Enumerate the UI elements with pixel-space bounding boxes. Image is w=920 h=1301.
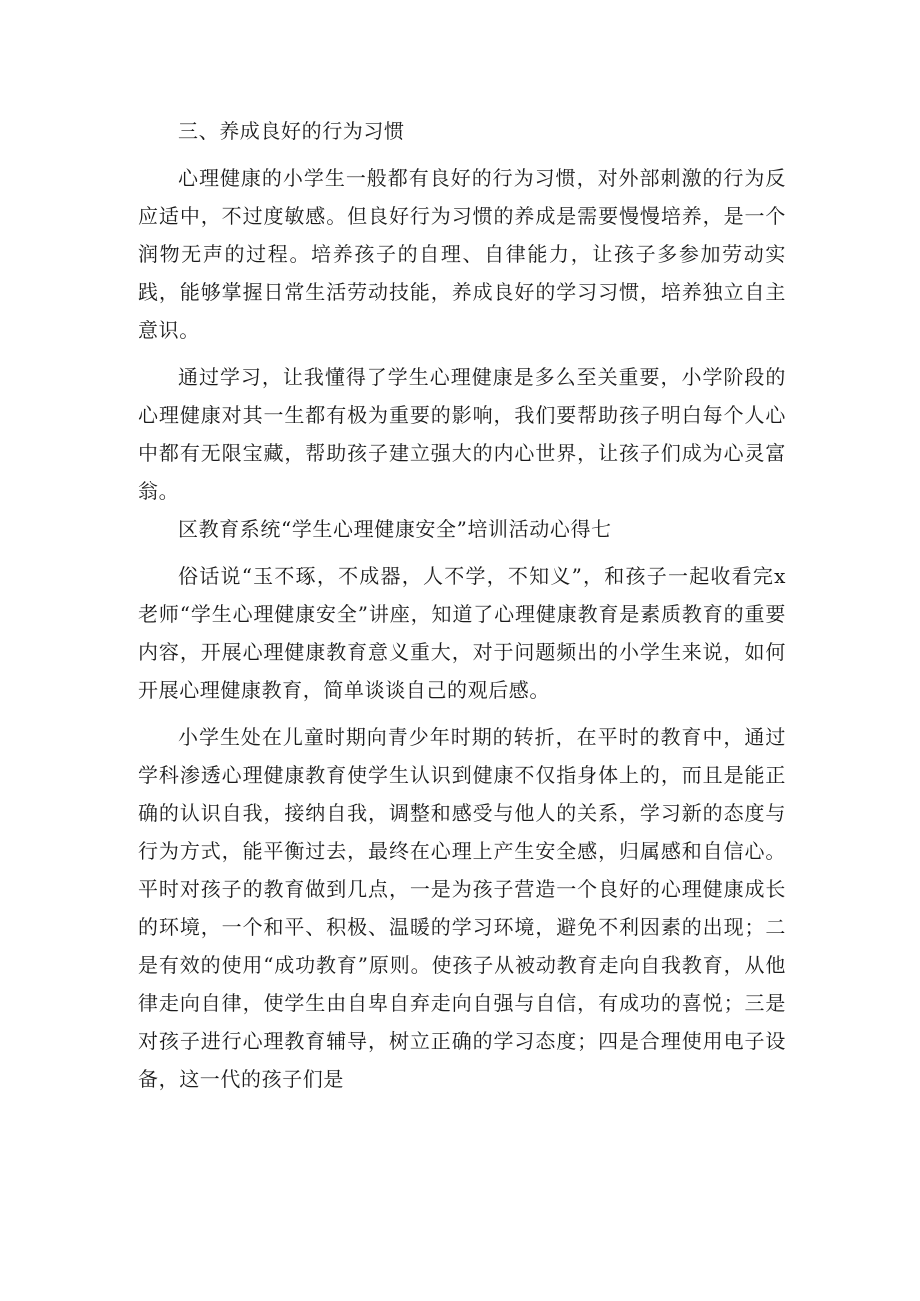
article-title: 区教育系统“学生心理健康安全”培训活动心得七	[178, 517, 612, 541]
paragraph-behavior-habits: 心理健康的小学生一般都有良好的行为习惯，对外部刺激的行为反应适中，不过度敏感。但良好行为习惯的养成是需要慢慢培养，是一个润物无声的过程。培养孩子的自理、自律能力，让孩子多参加劳动实践，能够掌握日常生活劳动技能，养成良好的学习习惯，培养独立自主意识。	[138, 166, 786, 342]
document-body	[138, 112, 786, 1098]
section-heading: 三、养成良好的行为习惯	[178, 119, 405, 143]
paragraph-learning-summary: 通过学习，让我懂得了学生心理健康是多么至关重要，小学阶段的心理健康对其一生都有极为重要的影响，我们要帮助孩子明白每个人心中都有无限宝藏，帮助孩子建立强大的内心世界，让孩子们成为心灵富翁。	[138, 365, 786, 503]
paragraph-education-points: 小学生处在儿童时期向青少年时期的转折，在平时的教育中，通过学科渗透心理健康教育使学生认识到健康不仅指身体上的，而且是能正确的认识自我，接纳自我，调整和感受与他人的关系，学习新的态度与行为方式，能平衡过去，最终在心理上产生安全感，归属感和自信心。平时对孩子的教育做到几点，一是为孩子营造一个良好的心理健康成长的环境，一个和平、积极、温暖的学习环境，避免不利因素的出现；二是有效的使用“成功教育”原则。使孩子从被动教育走向自我教育，从他律走向自律，使学生由自卑自弃走向自强与自信，有成功的喜悦；三是对孩子进行心理教育辅导，树立正确的学习态度；四是合理使用电子设备，这一代的孩子们是	[138, 725, 786, 1091]
paragraph-lecture-intro: 俗话说“玉不琢，不成器，人不学，不知义”，和孩子一起收看完x老师“学生心理健康安全”讲座，知道了心理健康教育是素质教育的重要内容，开展心理健康教育意义重大，对于问题频出的小学生来说，如何开展心理健康教育，简单谈谈自己的观后感。	[138, 564, 786, 702]
